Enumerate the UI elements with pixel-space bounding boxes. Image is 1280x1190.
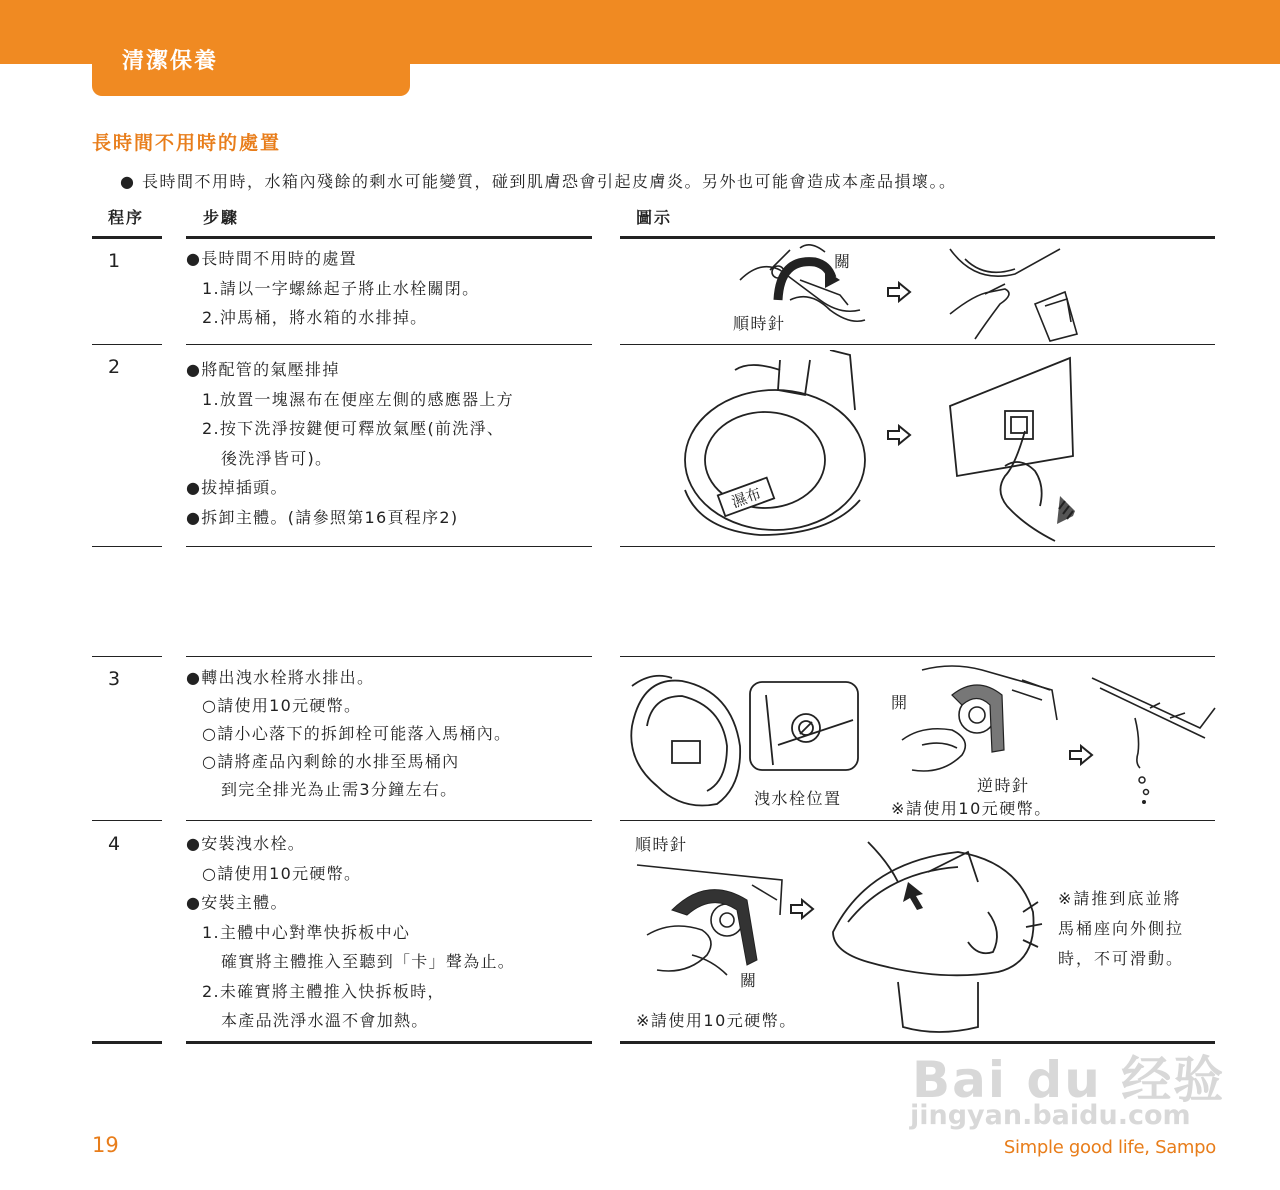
rule-divider bbox=[620, 820, 1215, 821]
rule-order-top bbox=[92, 236, 162, 239]
rule-divider bbox=[186, 546, 592, 547]
rule-divider bbox=[620, 344, 1215, 345]
step-line: ●長時間不用時的處置 bbox=[186, 249, 357, 268]
rule-divider bbox=[186, 656, 592, 657]
rule-figure-top bbox=[620, 236, 1215, 239]
coin-note: ※請使用10元硬幣。 bbox=[891, 799, 1052, 818]
arrow-right-icon bbox=[886, 424, 912, 446]
rule-bottom bbox=[186, 1041, 592, 1044]
step-line: ○請將產品內剩餘的水排至馬桶內 bbox=[202, 752, 460, 771]
rule-divider bbox=[186, 344, 592, 345]
col-header-order: 程序 bbox=[108, 208, 145, 227]
step-line: ●安裝洩水栓。 bbox=[186, 834, 306, 853]
arrow-right-icon bbox=[886, 281, 912, 303]
close-label: 關 bbox=[740, 971, 758, 990]
section-title: 長時間不用時的處置 bbox=[92, 132, 282, 154]
push-note-line: 馬桶座向外側拉 bbox=[1058, 919, 1185, 938]
install-main-body-illustration bbox=[828, 832, 1048, 1037]
step-text bbox=[186, 664, 596, 804]
step-number: 4 bbox=[108, 833, 121, 855]
step-line: 確實將主體推入至聽到「卡」聲為止。 bbox=[221, 952, 516, 971]
col-header-steps: 步驟 bbox=[203, 208, 240, 227]
step-line: 後洗淨皆可)。 bbox=[221, 448, 333, 468]
close-label: 關 bbox=[834, 252, 852, 271]
drain-valve-detail-illustration bbox=[748, 680, 860, 772]
flush-toilet-illustration bbox=[945, 244, 1085, 342]
arrow-right-icon bbox=[789, 898, 815, 920]
install-drain-valve-illustration bbox=[632, 855, 787, 980]
step-line: 本產品洗淨水溫不會加熱。 bbox=[221, 1011, 429, 1030]
intro-text: ● 長時間不用時，水箱內殘餘的剩水可能變質，碰到肌膚恐會引起皮膚炎。另外也可能會造成本產品損壞。。 bbox=[120, 172, 957, 191]
open-drain-valve-illustration bbox=[892, 660, 1062, 780]
step-line: 1.放置一塊濕布在便座左側的感應器上方 bbox=[202, 389, 514, 409]
step-number: 3 bbox=[108, 668, 121, 690]
section-tab bbox=[92, 40, 410, 96]
counterclockwise-label: 逆時針 bbox=[977, 776, 1030, 795]
step-line: ●轉出洩水栓將水排出。 bbox=[186, 668, 375, 687]
step-line: 1.請以一字螺絲起子將止水栓關閉。 bbox=[202, 278, 480, 298]
tab-title: 清潔保養 bbox=[122, 49, 219, 74]
clockwise-label: 順時針 bbox=[635, 835, 688, 854]
step-line: ○請使用10元硬幣。 bbox=[202, 696, 362, 715]
step-text bbox=[186, 829, 596, 1036]
step-line: 2.未確實將主體推入快拆板時， bbox=[202, 981, 445, 1001]
step-text bbox=[186, 244, 596, 333]
step-number: 2 bbox=[108, 356, 121, 378]
open-label: 開 bbox=[891, 693, 909, 712]
page-number: 19 bbox=[92, 1133, 119, 1157]
watermark-logo: Bai du 经验 bbox=[912, 1051, 1226, 1109]
coin-note: ※請使用10元硬幣。 bbox=[636, 1011, 797, 1030]
step-line: ●將配管的氣壓排掉 bbox=[186, 360, 340, 379]
col-header-figure: 圖示 bbox=[636, 208, 673, 227]
step-line: ●安裝主體。 bbox=[186, 893, 288, 912]
step-line: 2.按下洗淨按鍵便可釋放氣壓(前洗淨、 bbox=[202, 419, 505, 438]
clockwise-label: 順時針 bbox=[733, 314, 786, 333]
step-line: 2.沖馬桶，將水箱的水排掉。 bbox=[202, 308, 428, 327]
step-line: 到完全排光為止需3分鐘左右。 bbox=[221, 780, 458, 799]
rule-steps-top bbox=[186, 236, 592, 239]
seat-underside-illustration bbox=[622, 666, 747, 811]
push-note-line: 時，不可滑動。 bbox=[1058, 949, 1185, 968]
rule-divider bbox=[92, 656, 162, 657]
toilet-seat-wet-cloth-illustration bbox=[680, 350, 870, 540]
rule-divider bbox=[620, 656, 1215, 657]
push-note-line: ※請推到底並將 bbox=[1058, 889, 1182, 908]
valve-position-label: 洩水栓位置 bbox=[754, 789, 842, 808]
water-draining-illustration bbox=[1090, 668, 1218, 808]
step-text bbox=[186, 355, 596, 532]
rule-divider bbox=[92, 820, 162, 821]
step-line: 1.主體中心對準快拆板中心 bbox=[202, 922, 411, 942]
watermark-url: jingyan.baidu.com bbox=[910, 1100, 1191, 1131]
step-line: ●拔掉插頭。 bbox=[186, 478, 288, 497]
rule-divider bbox=[92, 344, 162, 345]
slogan: Simple good life, Sampo bbox=[1003, 1137, 1216, 1158]
step-line: ●拆卸主體。(請參照第16頁程序2) bbox=[186, 507, 459, 527]
step-number: 1 bbox=[108, 250, 121, 272]
wet-cloth-label: 濕布 bbox=[729, 484, 764, 512]
push-note bbox=[1058, 884, 1184, 974]
rule-bottom bbox=[92, 1041, 162, 1044]
rule-divider bbox=[186, 820, 592, 821]
step-line: ○請使用10元硬幣。 bbox=[202, 863, 362, 883]
rule-divider bbox=[92, 546, 162, 547]
unplug-illustration bbox=[945, 356, 1080, 546]
step-line: ○請小心落下的拆卸栓可能落入馬桶內。 bbox=[202, 724, 512, 743]
rule-divider bbox=[620, 546, 1215, 547]
